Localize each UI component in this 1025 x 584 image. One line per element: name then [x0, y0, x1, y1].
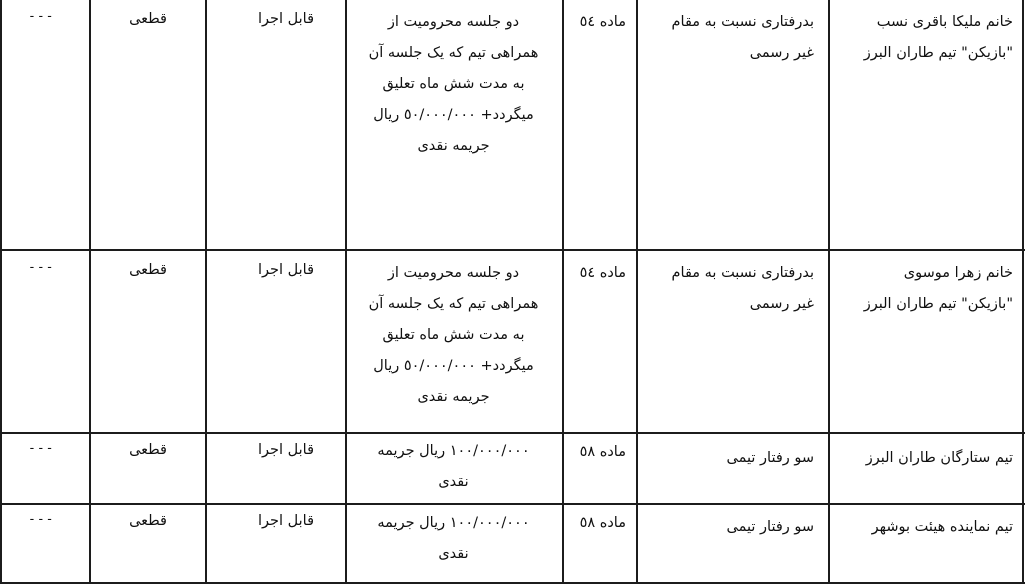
name-line: تیم نماینده هیئت بوشهر [871, 519, 1013, 535]
column-divider [1022, 0, 1024, 584]
status-cell: قابل اجرا [258, 262, 314, 278]
penalty-line: به مدت شش ماه تعلیق [382, 76, 525, 92]
name-cell [872, 512, 1013, 543]
penalty-cell [345, 258, 562, 413]
offense-cell [672, 258, 814, 320]
penalty-line: نقدی [438, 546, 469, 562]
row-divider [0, 582, 1025, 584]
offense-cell [672, 7, 814, 69]
penalty-line: ١٠٠/٠٠٠/٠٠٠ ریال جریمه [377, 515, 530, 531]
name-line: "بازیکن" تیم طاران البرز [863, 45, 1013, 61]
offense-line: بدرفتاری نسبت به مقام [671, 14, 814, 30]
penalty-line: جریمه نقدی [417, 389, 490, 405]
offense-cell [727, 512, 814, 543]
penalty-line: دو جلسه محرومیت از [387, 14, 520, 30]
row-divider [0, 249, 1025, 251]
offense-line: سو رفتار تیمی [726, 450, 814, 466]
column-divider [828, 0, 830, 584]
note-cell: --- [28, 441, 55, 456]
column-divider [89, 0, 91, 584]
offense-line: غیر رسمی [749, 45, 814, 61]
finality-cell: قطعی [129, 442, 167, 458]
penalty-line: ١٠٠/٠٠٠/٠٠٠ ریال جریمه [377, 443, 530, 459]
note-cell: --- [28, 512, 55, 527]
finality-cell: قطعی [129, 513, 167, 529]
penalty-line: میگردد+ ٥٠/٠٠٠/٠٠٠ ریال [373, 358, 534, 374]
penalty-line: دو جلسه محرومیت از [387, 265, 520, 281]
name-line: "بازیکن" تیم طاران البرز [863, 296, 1013, 312]
name-cell [866, 443, 1013, 474]
row-divider [0, 432, 1025, 434]
offense-cell [727, 443, 814, 474]
column-divider [205, 0, 207, 584]
penalty-cell [345, 436, 562, 498]
offense-line: بدرفتاری نسبت به مقام [671, 265, 814, 281]
note-cell: --- [28, 260, 55, 275]
name-cell [864, 258, 1013, 320]
name-cell [864, 7, 1013, 69]
column-divider [562, 0, 564, 584]
article-cell: ماده ٥٤ [579, 265, 626, 281]
column-divider [0, 0, 2, 584]
name-line: خانم ملیکا باقری نسب [876, 14, 1013, 30]
offense-line: سو رفتار تیمی [726, 519, 814, 535]
row-divider [0, 503, 1025, 505]
penalty-line: همراهی تیم که یک جلسه آن [368, 45, 539, 61]
penalty-cell [345, 7, 562, 162]
penalty-line: میگردد+ ٥٠/٠٠٠/٠٠٠ ریال [373, 107, 534, 123]
finality-cell: قطعی [129, 262, 167, 278]
column-divider [636, 0, 638, 584]
finality-cell: قطعی [129, 11, 167, 27]
name-line: خانم زهرا موسوی [903, 265, 1013, 281]
offense-line: غیر رسمی [749, 296, 814, 312]
article-cell: ماده ٥٨ [579, 444, 626, 460]
name-line: تیم ستارگان طاران البرز [865, 450, 1013, 466]
article-cell: ماده ٥٨ [579, 515, 626, 531]
penalty-cell [345, 508, 562, 570]
status-cell: قابل اجرا [258, 442, 314, 458]
status-cell: قابل اجرا [258, 513, 314, 529]
note-cell: --- [28, 9, 55, 24]
penalty-line: همراهی تیم که یک جلسه آن [368, 296, 539, 312]
penalty-line: نقدی [438, 474, 469, 490]
penalty-line: به مدت شش ماه تعلیق [382, 327, 525, 343]
status-cell: قابل اجرا [258, 11, 314, 27]
article-cell: ماده ٥٤ [579, 14, 626, 30]
penalty-line: جریمه نقدی [417, 138, 490, 154]
